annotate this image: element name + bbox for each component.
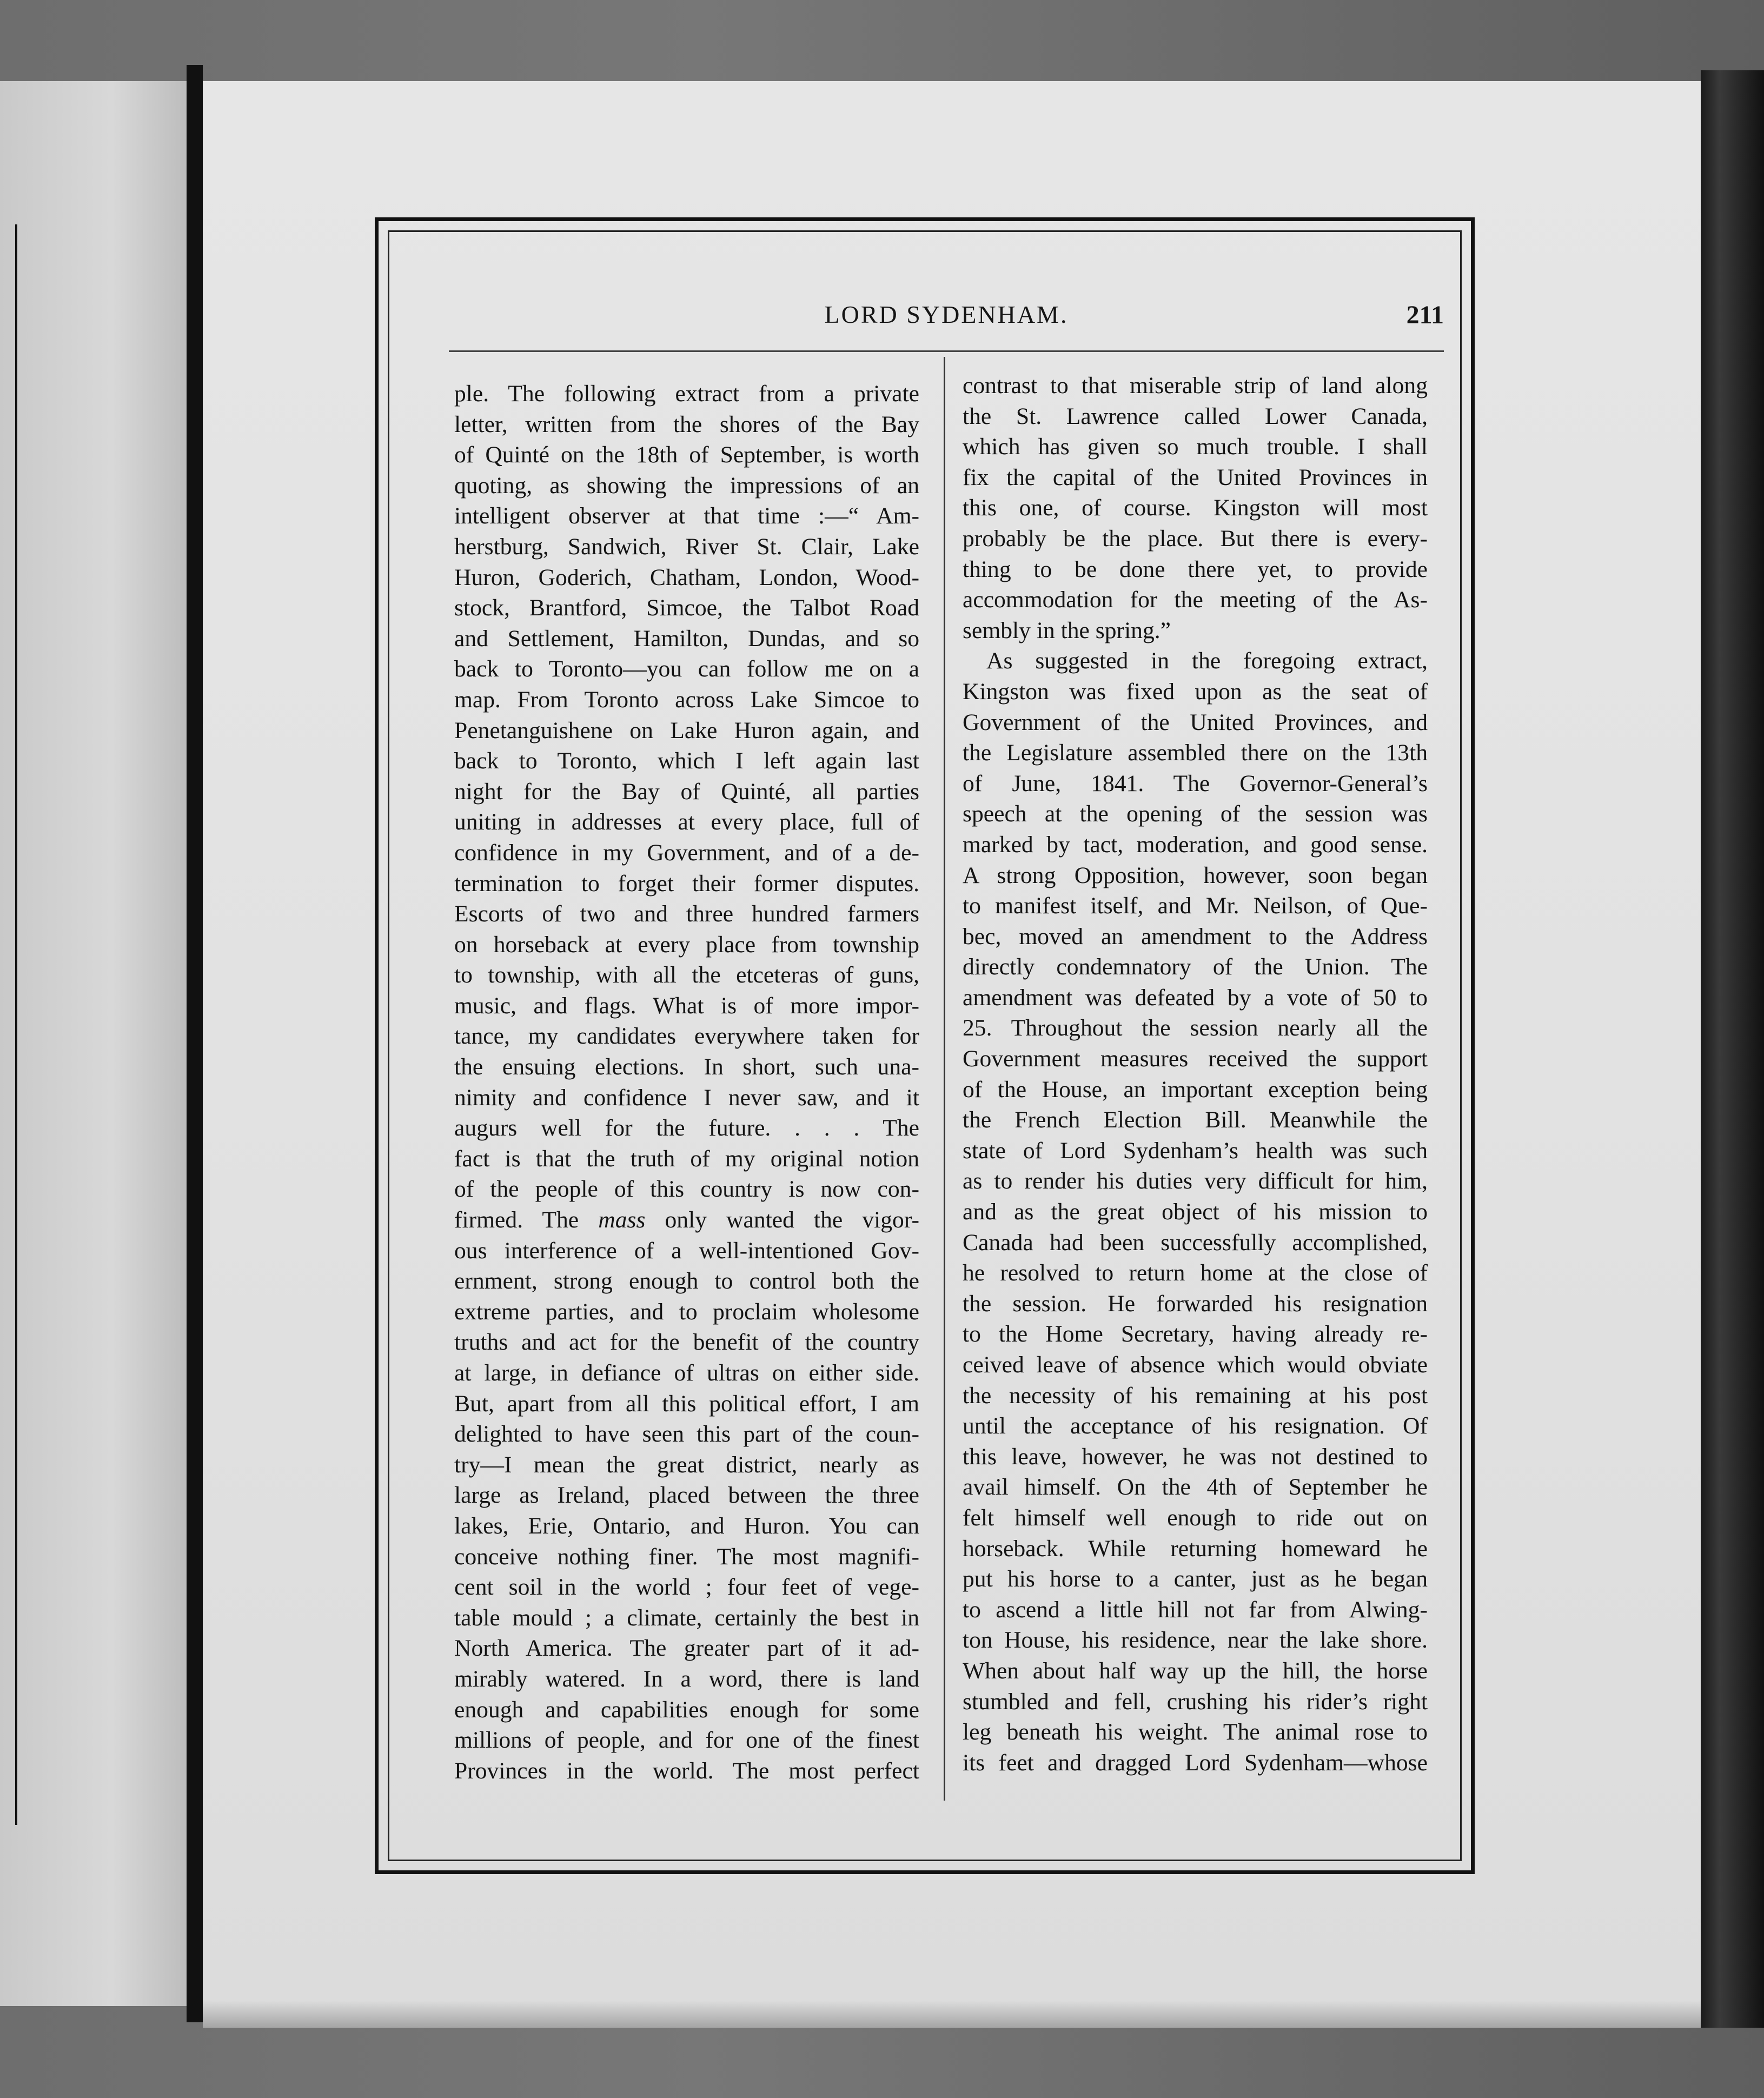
text-line: Provinces in the world. The most perfect (454, 1757, 919, 1784)
page-bottom-shadow (203, 2001, 1701, 2028)
left-column (454, 379, 919, 1786)
text-line: the necessity of his remaining at his post (963, 1382, 1428, 1409)
facing-page-edge (0, 81, 187, 2006)
text-line: map. From Toronto across Lake Simcoe to (454, 686, 919, 713)
text-line: truths and act for the benefit of the country (454, 1329, 919, 1356)
text-line: A strong Opposition, however, soon began (963, 862, 1428, 888)
text-line: quoting, as showing the impressions of an (454, 472, 919, 499)
text-line: North America. The greater part of it ad- (454, 1635, 919, 1662)
facing-page-frame-edge (0, 224, 17, 1825)
text-line: ous interference of a well-intentioned Gov- (454, 1237, 919, 1264)
text-line: fact is that the truth of my original notion (454, 1145, 919, 1172)
text-line: this one, of course. Kingston will most (963, 495, 1428, 521)
text-line: Canada had been successfully accomplished, (963, 1229, 1428, 1256)
text-line: ceived leave of absence which would obviate (963, 1352, 1428, 1378)
text-line: Government measures received the support (963, 1046, 1428, 1072)
text-line: and Settlement, Hamilton, Dundas, and so (454, 625, 919, 652)
text-line: of the people of this country is now con- (454, 1176, 919, 1203)
text-line: When about half way up the hill, the horse (963, 1657, 1428, 1684)
text-line: speech at the opening of the session was (963, 801, 1428, 827)
text-line: extreme parties, and to proclaim wholesome (454, 1298, 919, 1325)
text-fragment: firmed. The (454, 1207, 579, 1233)
column-divider (944, 357, 945, 1801)
running-title: LORD SYDENHAM. (824, 301, 1069, 328)
text-line: thing to be done there yet, to provide (963, 556, 1428, 582)
text-line: directly condemnatory of the Union. The (963, 954, 1428, 980)
text-line: marked by tact, moderation, and good sense. (963, 831, 1428, 858)
text-line: as to render his duties very difficult for him, (963, 1168, 1428, 1194)
text-line: at large, in defiance of ultras on either side. (454, 1360, 919, 1386)
text-line: and as the great object of his mission to (963, 1199, 1428, 1225)
text-line: cent soil in the world ; four feet of vege- (454, 1574, 919, 1601)
text-line: put his horse to a canter, just as he began (963, 1566, 1428, 1592)
text-line: tance, my candidates everywhere taken for (454, 1023, 919, 1050)
text-line: ple. The following extract from a private (454, 381, 919, 407)
running-head (449, 300, 1444, 338)
text-line: to the Home Secretary, having already re- (963, 1321, 1428, 1347)
header-rule (449, 350, 1444, 352)
text-line: ernment, strong enough to control both the (454, 1268, 919, 1294)
text-line: millions of people, and for one of the finest (454, 1727, 919, 1754)
text-line: back to Toronto—you can follow me on a (454, 656, 919, 682)
text-line: intelligent observer at that time :—“ Am- (454, 503, 919, 529)
text-line: avail himself. On the 4th of September he (963, 1474, 1428, 1501)
text-line: accommodation for the meeting of the As- (963, 587, 1428, 613)
text-line: stumbled and fell, crushing his rider’s right (963, 1688, 1428, 1715)
text-line: herstburg, Sandwich, River St. Clair, Lake (454, 533, 919, 560)
text-line: delighted to have seen this part of the coun- (454, 1421, 919, 1448)
text-line: night for the Bay of Quinté, all parties (454, 778, 919, 805)
text-line: the Legislature assembled there on the 13th (963, 740, 1428, 766)
text-line: table mould ; a climate, certainly the best in (454, 1604, 919, 1631)
text-line: nimity and confidence I never saw, and it (454, 1084, 919, 1111)
text-line: back to Toronto, which I left again last (454, 748, 919, 774)
text-line: to manifest itself, and Mr. Neilson, of Que- (963, 893, 1428, 919)
paragraph-start-line: As suggested in the foregoing extract, (986, 648, 1428, 674)
text-line: Escorts of two and three hundred farmers (454, 901, 919, 927)
text-line-with-italic (454, 1205, 919, 1236)
text-line: to ascend a little hill not far from Alwing- (963, 1596, 1428, 1623)
text-line: probably be the place. But there is every- (963, 525, 1428, 552)
text-line: Kingston was fixed upon as the seat of (963, 678, 1428, 705)
text-line: state of Lord Sydenham’s health was such (963, 1137, 1428, 1164)
text-line: the ensuing elections. In short, such una- (454, 1054, 919, 1080)
text-line: bec, moved an amendment to the Address (963, 923, 1428, 950)
text-line: 25. Throughout the session nearly all the (963, 1015, 1428, 1041)
text-line: conceive nothing finer. The most magnifi- (454, 1543, 919, 1570)
text-line: letter, written from the shores of the Bay (454, 411, 919, 437)
text-line: enough and capabilities enough for some (454, 1696, 919, 1723)
text-line: Penetanguishene on Lake Huron again, and (454, 717, 919, 743)
page-number: 211 (1406, 301, 1444, 329)
text-line: leg beneath his weight. The animal rose to (963, 1719, 1428, 1745)
text-line: augurs well for the future. . . . The (454, 1115, 919, 1141)
text-line: sembly in the spring.” (963, 617, 1171, 643)
text-line: the St. Lawrence called Lower Canada, (963, 403, 1428, 429)
text-line: try—I mean the great district, nearly as (454, 1451, 919, 1478)
text-line: the French Election Bill. Meanwhile the (963, 1107, 1428, 1133)
text-fragment: only wanted the vigor- (665, 1207, 919, 1233)
text-line: until the acceptance of his resignation. Of (963, 1413, 1428, 1439)
text-line: confidence in my Government, and of a de- (454, 839, 919, 866)
text-line: ton House, his residence, near the lake shore. (963, 1627, 1428, 1654)
text-line: fix the capital of the United Provinces in (963, 464, 1428, 490)
text-line: of June, 1841. The Governor-General’s (963, 770, 1428, 796)
text-line: amendment was defeated by a vote of 50 to (963, 984, 1428, 1011)
text-line: lakes, Erie, Ontario, and Huron. You can (454, 1512, 919, 1539)
text-line: But, apart from all this political effort, I am (454, 1390, 919, 1417)
text-line: Government of the United Provinces, and (963, 709, 1428, 735)
text-line: horseback. While returning homeward he (963, 1535, 1428, 1562)
text-line: contrast to that miserable strip of land along (963, 373, 1428, 399)
text-line: felt himself well enough to ride out on (963, 1504, 1428, 1531)
text-line: the session. He forwarded his resignation (963, 1290, 1428, 1317)
text-line: its feet and dragged Lord Sydenham—whose (963, 1749, 1428, 1776)
text-line: stock, Brantford, Simcoe, the Talbot Road (454, 595, 919, 621)
text-line: he resolved to return home at the close of (963, 1260, 1428, 1286)
text-line: which has given so much trouble. I shall (963, 434, 1428, 460)
text-line: of the House, an important exception being (963, 1076, 1428, 1103)
text-line: music, and flags. What is of more impor- (454, 992, 919, 1019)
text-line: mirably watered. In a word, there is land (454, 1665, 919, 1692)
italic-word: mass (598, 1207, 646, 1233)
text-line: on horseback at every place from township (454, 931, 919, 958)
text-line: of Quinté on the 18th of September, is worth (454, 442, 919, 468)
text-line: large as Ireland, placed between the three (454, 1482, 919, 1509)
text-line: termination to forget their former disputes. (454, 870, 919, 897)
text-line: to township, with all the etceteras of guns, (454, 962, 919, 988)
book-gutter (187, 65, 203, 2022)
text-line: uniting in addresses at every place, full of (454, 809, 919, 835)
text-line: this leave, however, he was not destined to (963, 1443, 1428, 1470)
page-fore-edge (1701, 70, 1764, 2028)
right-column (963, 370, 1428, 1778)
text-line: Huron, Goderich, Chatham, London, Wood- (454, 564, 919, 590)
